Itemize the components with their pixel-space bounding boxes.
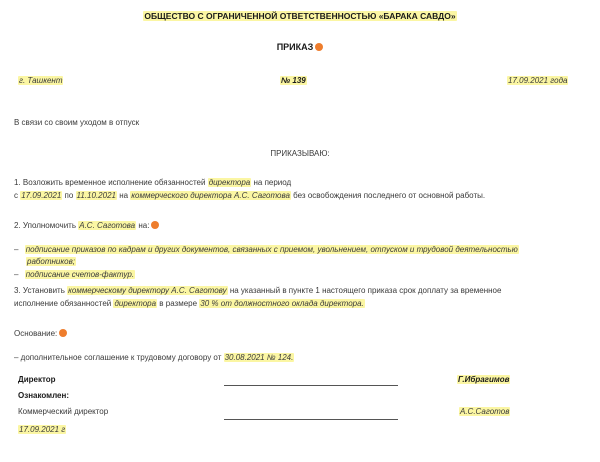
p3-text-c: исполнение обязанностей [14, 299, 114, 308]
power-item-1-text-2: работников; [27, 257, 75, 266]
p1-to-date: 11.10.2021 [76, 191, 116, 200]
p1-director: директора [208, 178, 251, 187]
order-number-text: № 139 [281, 76, 306, 85]
director-name [457, 375, 510, 384]
p1-who: коммерческого директора А.С. Саготова [131, 191, 290, 200]
agreement [14, 353, 294, 362]
paragraph-3-line-1 [14, 286, 501, 295]
basis-text: Основание: [14, 329, 58, 338]
p1-text-b: на период [251, 178, 292, 187]
comment-marker-icon[interactable] [151, 221, 159, 229]
power-item-1-line-1 [14, 245, 519, 254]
director-label: Директор [18, 375, 56, 384]
p3-amount: 30 % от должностного оклада директора. [200, 299, 364, 308]
p2-text-b: на: [136, 221, 150, 230]
p1-text-d: по [62, 191, 76, 200]
agreement-ref: 30.08.2021 № 124. [224, 353, 294, 362]
acquaintance-date [18, 425, 66, 434]
commercial-director-name-text: А.С.Саготов [460, 407, 510, 416]
order-date-text: 17.09.2021 года [508, 76, 568, 85]
commercial-director-name [459, 407, 510, 416]
document-title-text: ПРИКАЗ [276, 42, 314, 52]
agreement-text: дополнительное соглашение к трудовому договору от [18, 353, 224, 362]
power-item-1-text: подписание приказов по кадрам и других документов, связанных с приемом, увольнением, отпуском и трудовой деятельностью [25, 245, 518, 254]
paragraph-1-line-2 [14, 191, 485, 200]
order-word: ПРИКАЗЫВАЮ: [270, 149, 330, 158]
p3-to: коммерческому директору А.С. Саготову [68, 286, 227, 295]
list-dash: – [14, 353, 19, 362]
city [18, 76, 63, 85]
list-dash: – [14, 245, 19, 254]
p1-text-f: без освобождения последнего от основной работы. [290, 191, 486, 200]
p1-from-date: 17.09.2021 [21, 191, 62, 200]
power-item-1-line-2 [26, 257, 76, 266]
list-dash: – [14, 270, 19, 279]
paragraph-2 [14, 221, 159, 230]
reason-text: В связи со своим уходом в отпуск [14, 118, 140, 127]
paragraph-1-line-1 [14, 178, 291, 187]
p1-text-a: 1. Возложить временное исполнение обязанностей [14, 178, 208, 187]
p3-director: директора [114, 299, 157, 308]
p2-text-a: 2. Уполномочить [14, 221, 79, 230]
order-date [507, 76, 568, 85]
p1-text-c: с [14, 191, 21, 200]
power-item-2 [14, 270, 135, 279]
company-name [0, 11, 600, 21]
commercial-signature-line [224, 419, 398, 420]
director-name-text: Г.Ибрагимов [458, 375, 510, 384]
company-name-text: ОБЩЕСТВО С ОГРАНИЧЕННОЙ ОТВЕТСТВЕННОСТЬЮ «БАРАКА САВДО» [144, 11, 456, 21]
power-item-2-text: подписание счетов-фактур. [25, 270, 135, 279]
city-text: г. Ташкент [19, 76, 63, 85]
document-title [0, 42, 600, 52]
p3-text-a: 3. Установить [14, 286, 68, 295]
order-number [280, 76, 307, 85]
p1-text-e: на [116, 191, 131, 200]
acquainted-label: Ознакомлен: [18, 391, 69, 400]
commercial-director-label: Коммерческий директор [18, 407, 109, 416]
director-signature-line [224, 385, 398, 386]
paragraph-3-line-2 [14, 299, 365, 308]
basis [14, 329, 67, 338]
p2-who: А.С. Саготова [79, 221, 136, 230]
p3-text-d: в размере [157, 299, 200, 308]
acquaintance-date-text: 17.09.2021 г [19, 425, 66, 434]
p3-text-b: на указанный в пункте 1 настоящего приказа срок доплату за временное [227, 286, 502, 295]
comment-marker-icon[interactable] [315, 43, 323, 51]
comment-marker-icon[interactable] [59, 329, 67, 337]
